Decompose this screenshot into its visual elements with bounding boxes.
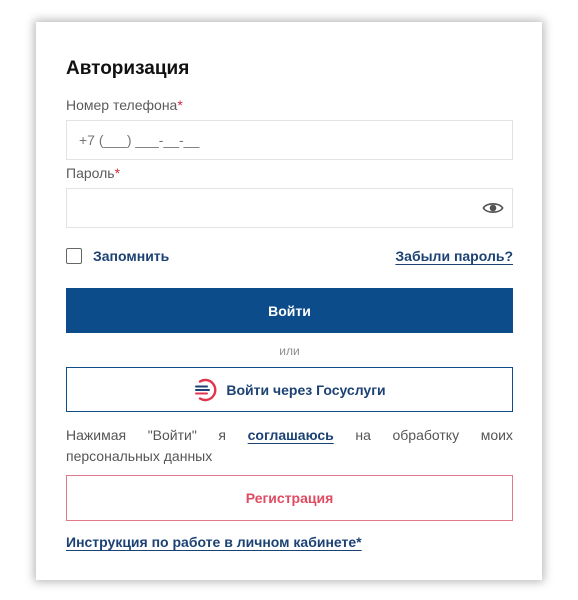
phone-label bbox=[66, 97, 183, 113]
or-divider: или bbox=[279, 344, 300, 358]
consent-text bbox=[66, 425, 513, 467]
register-button[interactable]: Регистрация bbox=[66, 475, 513, 521]
consent-link[interactable]: соглашаюсь bbox=[247, 427, 334, 443]
consent-word: моих bbox=[480, 427, 513, 443]
consent-word: "Войти" bbox=[147, 427, 197, 443]
remember-label: Запомнить bbox=[93, 248, 170, 264]
remember-me[interactable] bbox=[66, 248, 169, 264]
forgot-password-link[interactable]: Забыли пароль? bbox=[395, 248, 513, 264]
consent-word: обработку bbox=[392, 427, 460, 443]
login-card bbox=[36, 22, 542, 580]
password-label bbox=[66, 165, 120, 181]
gosuslugi-login-button[interactable] bbox=[66, 367, 513, 412]
remember-checkbox[interactable] bbox=[66, 248, 82, 264]
gosuslugi-logo-icon bbox=[193, 378, 217, 402]
login-button[interactable]: Войти bbox=[66, 288, 513, 333]
password-input[interactable] bbox=[79, 189, 479, 227]
consent-word: Нажимая bbox=[66, 427, 127, 443]
password-field[interactable] bbox=[66, 188, 513, 228]
eye-icon[interactable] bbox=[482, 199, 504, 217]
required-mark: * bbox=[114, 165, 121, 181]
phone-input[interactable] bbox=[79, 121, 479, 159]
gosuslugi-button-label: Войти через Госуслуги bbox=[226, 381, 386, 398]
phone-label-text: Номер телефона bbox=[66, 97, 178, 113]
consent-line-1 bbox=[66, 425, 513, 446]
instruction-link[interactable]: Инструкция по работе в личном кабинете* bbox=[66, 534, 362, 550]
phone-field[interactable] bbox=[66, 120, 513, 160]
consent-word: я bbox=[218, 427, 227, 443]
password-label-text: Пароль bbox=[66, 165, 115, 181]
required-mark: * bbox=[177, 97, 183, 113]
consent-word: на bbox=[355, 427, 371, 443]
consent-line-2: персональных данных bbox=[66, 448, 213, 464]
page-title: Авторизация bbox=[66, 58, 190, 79]
